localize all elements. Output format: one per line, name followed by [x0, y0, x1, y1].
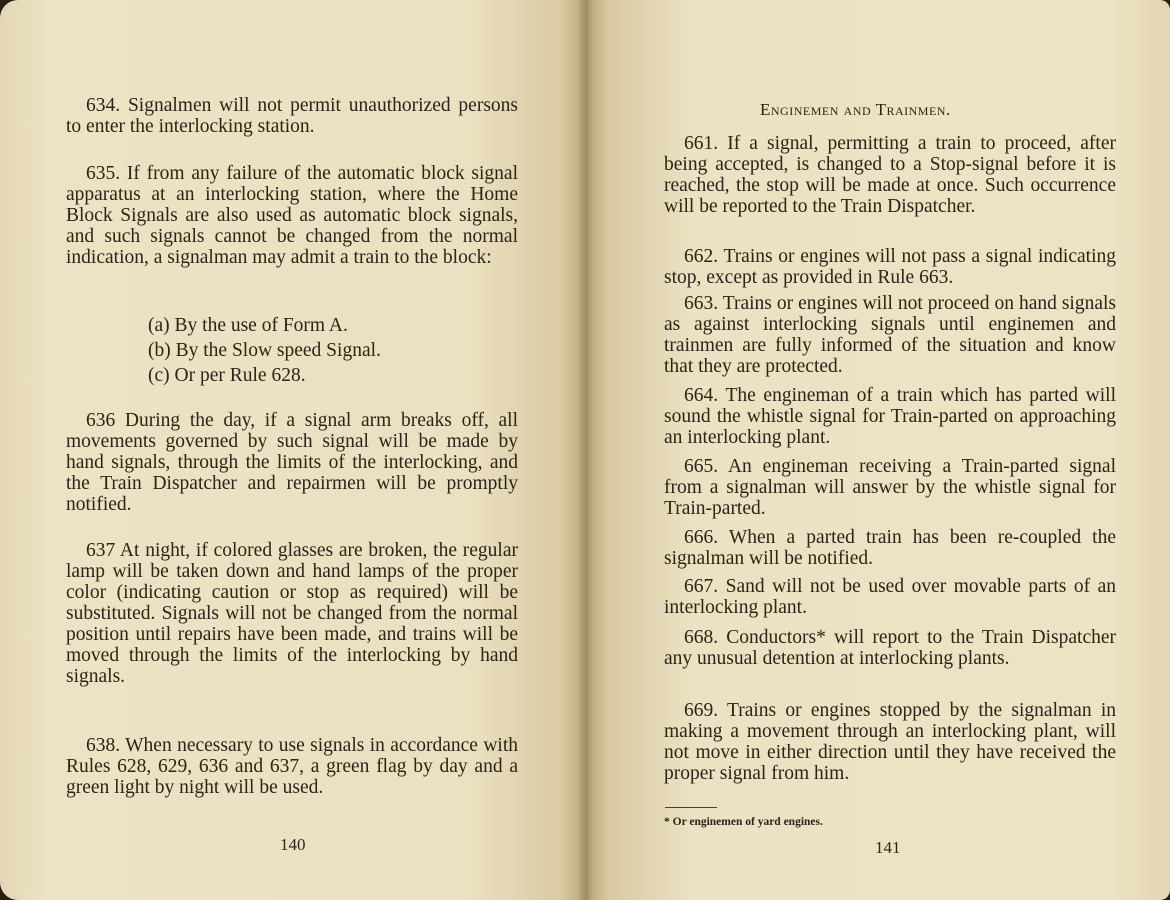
rule-637: 637 At night, if colored glasses are broken, the regular lamp will be taken down and hand lamps of the proper color (indicating caution or stop as required) will be substituted. Signals will not be changed from the normal position until repairs have been made, and trains will be moved through the limits of the interlocking by hand signals.	[66, 540, 518, 687]
rule-663: 663. Trains or engines will not proceed on hand signals as against interlocking signals until enginemen and trainmen are fully informed of the situation and know that they are protected.	[664, 293, 1116, 377]
rule-634: 634. Signalmen will not permit unauthorized persons to enter the interlocking station.	[66, 95, 518, 137]
rule-635-options	[148, 313, 381, 388]
rule-664: 664. The engineman of a train which has parted will sound the whistle signal for Train-parted on approaching an interlocking plant.	[664, 385, 1116, 448]
rule-635: 635. If from any failure of the automatic block signal apparatus at an interlocking station, where the Home Block Signals are also used as automatic block signals, and such signals cannot be changed from the normal indication, a signalman may admit a train to the block:	[66, 163, 518, 268]
rule-661: 661. If a signal, permitting a train to proceed, after being accepted, is changed to a Stop-signal before it is reached, the stop will be made at once. Such occurrence will be reported to the Train Dispatcher.	[664, 133, 1116, 217]
running-header: Enginemen and Trainmen.	[760, 100, 951, 119]
footnote: * Or enginemen of yard engines.	[664, 816, 823, 828]
book-gutter	[578, 0, 594, 900]
list-item: (a) By the use of Form A.	[148, 315, 348, 336]
right-page	[585, 0, 1170, 900]
rule-665: 665. An engineman receiving a Train-parted signal from a signalman will answer by the whistle signal for Train-parted.	[664, 456, 1116, 519]
page-number-141: 141	[875, 838, 901, 857]
list-item: (c) Or per Rule 628.	[148, 365, 306, 386]
rule-662: 662. Trains or engines will not pass a signal indicating stop, except as provided in Rule 663.	[664, 246, 1116, 288]
page-number-140: 140	[280, 835, 306, 854]
rule-636: 636 During the day, if a signal arm breaks off, all movements governed by such signal will be made by hand signals, through the limits of the interlocking, and the Train Dispatcher and repairmen will be promptly notified.	[66, 410, 518, 515]
rule-669: 669. Trains or engines stopped by the signalman in making a movement through an interlocking plant, will not move in either direction until they have received the proper signal from him.	[664, 700, 1116, 784]
list-item: (b) By the Slow speed Signal.	[148, 340, 381, 361]
footnote-rule	[665, 807, 717, 808]
rule-638: 638. When necessary to use signals in accordance with Rules 628, 629, 636 and 637, a green flag by day and a green light by night will be used.	[66, 735, 518, 798]
rule-668: 668. Conductors* will report to the Train Dispatcher any unusual detention at interlocking plants.	[664, 627, 1116, 669]
rule-666: 666. When a parted train has been re-coupled the signalman will be notified.	[664, 527, 1116, 569]
rule-667: 667. Sand will not be used over movable parts of an interlocking plant.	[664, 576, 1116, 618]
